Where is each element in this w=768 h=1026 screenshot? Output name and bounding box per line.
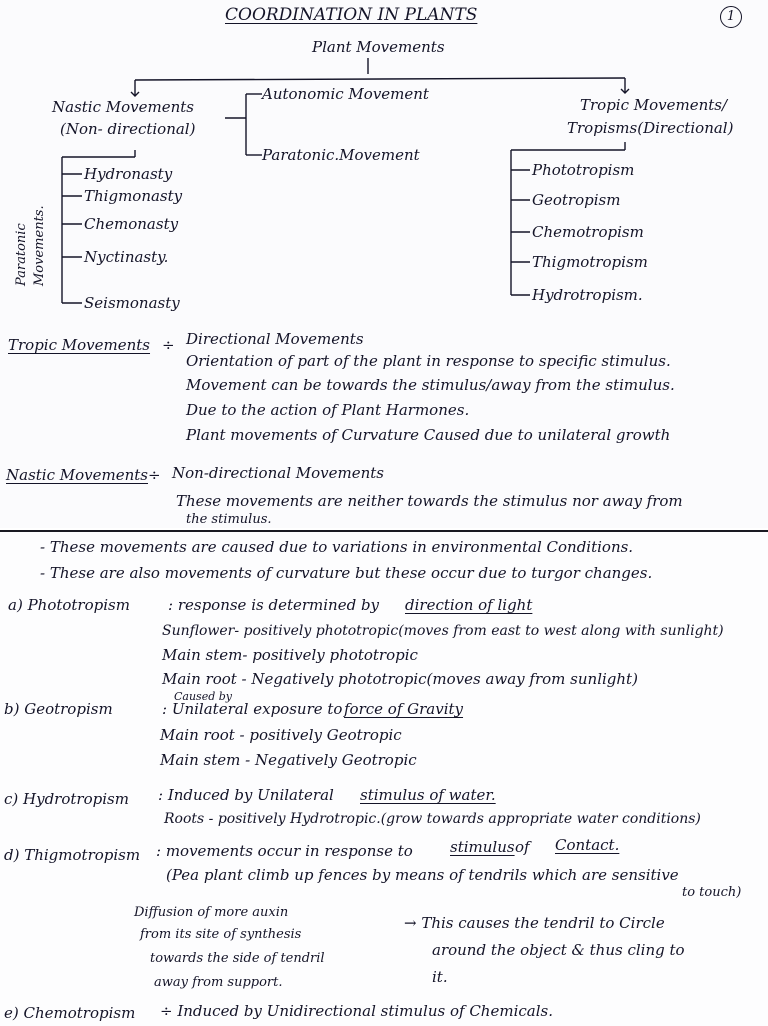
thigmo-right-1: → This causes the tendril to Circle [404,914,665,932]
tropic-heading-2: Tropisms(Directional) [567,119,734,137]
side-label-2: Movements. [32,205,47,286]
geo-pre: : Unilateral exposure to [162,700,343,718]
thigmo-line-1: (Pea plant climb up fences by means of tendrils which are sensitive [166,866,679,884]
tropic-def-sep: ÷ [162,336,175,354]
photo-key: direction of light [405,596,533,614]
thigmo-left-4: away from support. [154,975,283,990]
nastic-type-5: Seismonasty [84,294,180,312]
root-node: Plant Movements [312,38,445,56]
hydro-line-1: Roots - positively Hydrotropic.(grow towards appropriate water conditions) [164,811,701,827]
photo-pre: : response is determined by [168,596,380,614]
geo-line-1: Main root - positively Geotropic [160,726,402,744]
photo-line-1: Sunflower- positively phototropic(moves from east to west along with sunlight) [162,623,724,639]
nastic-def-sep: ÷ [148,466,161,484]
nastic-type-1: Hydronasty [84,165,173,183]
hydro-label: c) Hydrotropism [4,790,129,808]
thigmo-left-1: Diffusion of more auxin [134,905,289,920]
tropic-def-term: Tropic Movements [8,336,151,354]
thigmo-left-2: from its site of synthesis [140,927,302,942]
hydro-pre: : Induced by Unilateral [158,786,334,804]
thigmo-of: of [515,838,530,856]
nastic-def-term: Nastic Movements [6,466,148,484]
thigmo-key2: Contact. [555,836,620,854]
geo-key: force of Gravity [344,700,464,718]
side-label-1: Paratonic [14,223,29,286]
tropic-def-line-1: Orientation of part of the plant in response to specific stimulus. [186,352,671,370]
photo-label: a) Phototropism [8,596,130,614]
tropic-type-2: Geotropism [532,191,621,209]
nastic-more-1: - These movements are caused due to variations in environmental Conditions. [40,538,634,556]
autonomic-node: Autonomic Movement [262,85,429,103]
tropic-type-3: Chemotropism [532,223,644,241]
nastic-more-2: - These are also movements of curvature but these occur due to turgor changes. [40,564,653,582]
nastic-type-2: Thigmonasty [84,187,183,205]
paratonic-node: Paratonic.Movement [262,146,420,164]
tropic-def-line-3: Due to the action of Plant Harmones. [186,401,470,419]
geo-label: b) Geotropism [4,700,113,718]
nastic-type-4: Nyctinasty. [84,248,169,266]
thigmo-left-3: towards the side of tendril [150,951,325,966]
tropic-heading-1: Tropic Movements/ [580,96,728,114]
page-title: COORDINATION IN PLANTS [225,5,478,25]
tropic-type-5: Hydrotropism. [532,286,643,304]
thigmo-right-2: around the object & thus cling to [432,941,685,959]
photo-line-2: Main stem- positively phototropic [162,646,418,664]
hydro-key: stimulus of water. [360,786,496,804]
thigmo-pre: : movements occur in response to [156,842,413,860]
nastic-def-line-2: the stimulus. [186,512,272,527]
tropic-def-head: Directional Movements [186,330,364,348]
tropic-type-1: Phototropism [532,161,635,179]
thigmo-label: d) Thigmotropism [4,846,141,864]
chemo-text: ÷ Induced by Unidirectional stimulus of Chemicals. [160,1002,553,1020]
paratonic-side-label [2,190,47,290]
nastic-def-head: Non-directional Movements [172,464,384,482]
nastic-heading-1: Nastic Movements [52,98,194,116]
photo-line-3: Main root - Negatively phototropic(moves away from sunlight) [162,670,638,688]
nastic-type-3: Chemonasty [84,215,179,233]
page-number: 1 [720,6,742,28]
geo-line-2: Main stem - Negatively Geotropic [160,751,417,769]
geo-note: Caused by [174,690,233,703]
nastic-heading-2: (Non- directional) [60,120,196,138]
thigmo-key1: stimulus [450,838,515,856]
thigmo-right-3: it. [432,968,448,986]
tropic-def-line-2: Movement can be towards the stimulus/away from the stimulus. [186,376,675,394]
tropic-type-4: Thigmotropism [532,253,648,271]
tropic-def-line-4: Plant movements of Curvature Caused due to unilateral growth [186,426,671,444]
thigmo-line-1b: to touch) [682,885,742,900]
chemo-label: e) Chemotropism [4,1004,136,1022]
nastic-def-line-1: These movements are neither towards the stimulus nor away from [176,492,683,510]
